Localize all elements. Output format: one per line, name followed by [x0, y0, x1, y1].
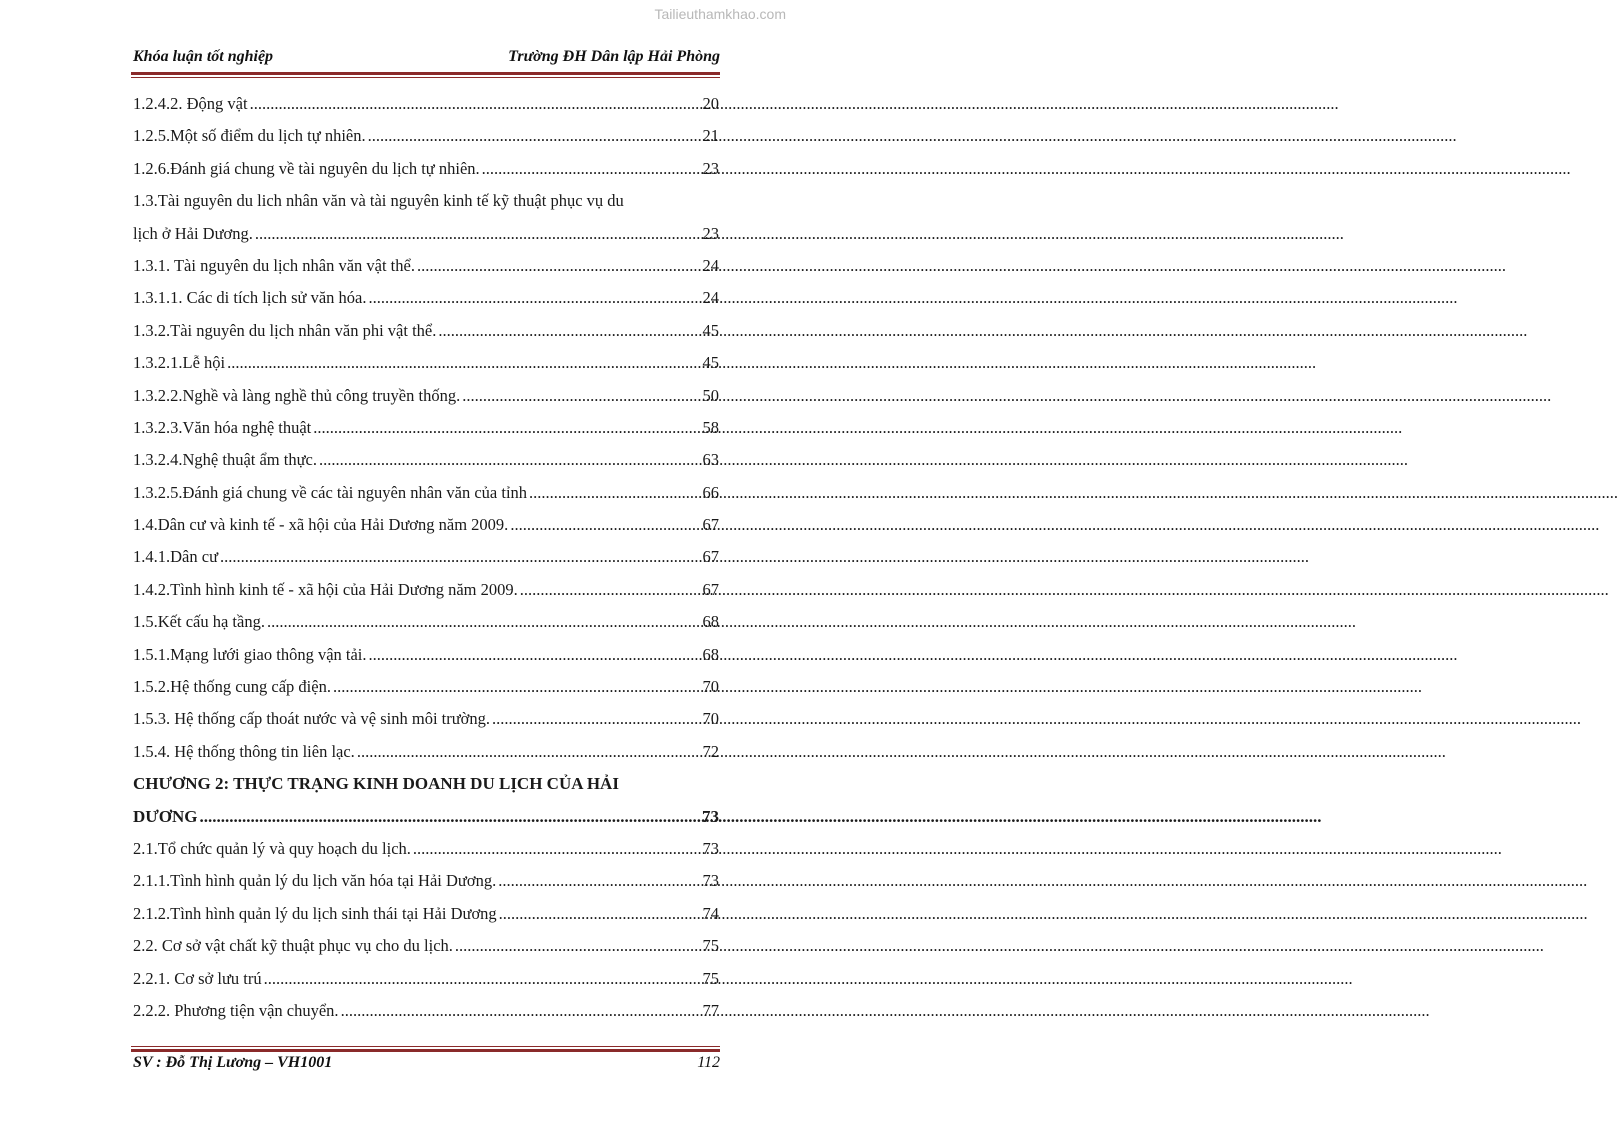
toc-dot-leader: [369, 639, 701, 671]
toc-dot-leader: [417, 250, 701, 282]
toc-entry-title: 1.3.1.1. Các di tích lịch sử văn hóa.: [133, 288, 367, 308]
toc-entry[interactable]: [133, 218, 719, 250]
toc-entry-page: 45: [702, 320, 719, 340]
toc-dot-leader: [227, 347, 700, 379]
toc-entry-title: 1.5.1.Mạng lưới giao thông vận tải.: [133, 644, 367, 664]
toc-entry-page: 63: [702, 450, 719, 470]
toc-entry[interactable]: [133, 703, 719, 735]
toc-entry-heading-line: CHƯƠNG 2: THỰC TRẠNG KINH DOANH DU LỊCH CỦA HẢI: [133, 774, 619, 794]
toc-entry-title: 1.5.2.Hệ thống cung cấp điện.: [133, 677, 331, 697]
toc-entry-page: 45: [702, 353, 719, 373]
toc-dot-leader: [341, 995, 701, 1027]
toc-entry-page: 67: [702, 515, 719, 535]
toc-entry-title: 2.1.2.Tình hình quản lý du lịch sinh thái tại Hải Dương: [133, 903, 497, 923]
toc-entry-title: 1.3.2.3.Văn hóa nghệ thuật: [133, 417, 312, 437]
toc-entry[interactable]: [133, 865, 719, 897]
toc-entry[interactable]: [133, 995, 719, 1027]
header-university: Trường ĐH Dân lập Hải Phòng: [508, 48, 720, 65]
table-of-contents: [133, 88, 719, 1027]
toc-dot-leader: [482, 153, 701, 185]
toc-entry-title: 1.5.3. Hệ thống cấp thoát nước và vệ sinh môi trường.: [133, 709, 491, 729]
toc-entry[interactable]: [133, 153, 719, 185]
toc-entry-title: 2.1.Tổ chức quản lý và quy hoạch du lịch.: [133, 838, 411, 858]
toc-entry-page: 74: [702, 903, 719, 923]
toc-dot-leader: [255, 218, 701, 250]
toc-entry-page: 23: [702, 223, 719, 243]
toc-entry-heading-line: 1.3.Tài nguyên du lich nhân văn và tài nguyên kinh tế kỹ thuật phục vụ du: [133, 191, 624, 211]
toc-entry-title: 1.3.2.1.Lễ hội: [133, 353, 226, 373]
toc-dot-leader: [529, 477, 700, 509]
toc-entry-page: 24: [702, 288, 719, 308]
toc-dot-leader: [357, 736, 701, 768]
toc-entry[interactable]: [133, 833, 719, 865]
toc-entry-title: 1.3.2.2.Nghề và làng nghề thủ công truyền thống.: [133, 385, 461, 405]
toc-entry[interactable]: [133, 477, 719, 509]
toc-entry[interactable]: [133, 282, 719, 314]
toc-entry[interactable]: [133, 509, 719, 541]
footer-rule: [131, 1046, 720, 1052]
toc-entry-page: 73: [702, 871, 719, 891]
toc-dot-leader: [319, 444, 701, 476]
toc-entry-title: 1.3.2.Tài nguyên du lịch nhân văn phi vật thể.: [133, 320, 437, 340]
toc-entry[interactable]: [133, 930, 719, 962]
toc-entry[interactable]: [133, 736, 719, 768]
toc-entry-title: 1.3.2.4.Nghệ thuật ẩm thực.: [133, 450, 317, 470]
toc-entry-page: 68: [702, 644, 719, 664]
toc-dot-leader: [368, 120, 701, 152]
toc-dot-leader: [492, 703, 700, 735]
toc-entry[interactable]: [133, 606, 719, 638]
toc-entry-page: 75: [702, 936, 719, 956]
toc-dot-leader: [462, 380, 700, 412]
toc-entry-page: 67: [702, 579, 719, 599]
toc-dot-leader: [499, 898, 701, 930]
toc-dot-leader: [313, 412, 700, 444]
toc-entry[interactable]: [133, 444, 719, 476]
toc-entry[interactable]: [133, 347, 719, 379]
toc-entry-title: 1.3.1. Tài nguyên du lịch nhân văn vật thể.: [133, 255, 415, 275]
toc-dot-leader: [220, 541, 700, 573]
toc-entry[interactable]: [133, 120, 719, 152]
toc-entry-page: 67: [702, 547, 719, 567]
toc-entry-page: 24: [702, 255, 719, 275]
toc-dot-leader: [510, 509, 700, 541]
toc-entry-page: 50: [702, 385, 719, 405]
header-rule: [131, 72, 720, 78]
toc-entry-title: 1.5.4. Hệ thống thông tin liên lạc.: [133, 741, 355, 761]
toc-dot-leader: [438, 315, 700, 347]
toc-entry-page: 73: [702, 806, 719, 826]
toc-entry-title: lịch ở Hải Dương.: [133, 223, 253, 243]
toc-entry-title: 2.1.1.Tình hình quản lý du lịch văn hóa tại Hải Dương.: [133, 871, 497, 891]
toc-entry-title: 1.3.2.5.Đánh giá chung về các tài nguyên nhân văn của tỉnh: [133, 482, 528, 502]
toc-dot-leader: [333, 671, 701, 703]
toc-entry-title: DƯƠNG: [133, 806, 198, 826]
toc-entry-title: 1.4.Dân cư và kinh tế - xã hội của Hải Dương năm 2009.: [133, 515, 509, 535]
toc-dot-leader: [267, 606, 701, 638]
toc-dot-leader: [520, 574, 701, 606]
toc-entry[interactable]: [133, 541, 719, 573]
toc-entry[interactable]: [133, 412, 719, 444]
page-header: [133, 48, 720, 66]
toc-entry-title: 2.2. Cơ sở vật chất kỹ thuật phục vụ cho du lịch.: [133, 936, 453, 956]
toc-entry-page: 72: [702, 741, 719, 761]
toc-entry-title: 1.2.6.Đánh giá chung về tài nguyên du lịch tự nhiên.: [133, 158, 480, 178]
toc-dot-leader: [250, 88, 701, 120]
toc-entry-page: 68: [702, 612, 719, 632]
toc-entry-page: 70: [702, 709, 719, 729]
toc-entry-title: 2.2.2. Phương tiện vận chuyển.: [133, 1000, 339, 1020]
toc-dot-leader: [498, 865, 700, 897]
toc-entry[interactable]: [133, 574, 719, 606]
toc-entry[interactable]: [133, 963, 719, 995]
toc-entry-page: 77: [702, 1000, 719, 1020]
toc-entry-title: 1.4.2.Tình hình kinh tế - xã hội của Hải Dương năm 2009.: [133, 579, 518, 599]
toc-entry[interactable]: [133, 639, 719, 671]
toc-dot-leader: [200, 801, 700, 833]
toc-entry[interactable]: [133, 315, 719, 347]
toc-entry-title: 1.5.Kết cấu hạ tầng.: [133, 612, 265, 632]
toc-entry[interactable]: [133, 671, 719, 703]
toc-entry-page: 66: [702, 482, 719, 502]
toc-dot-leader: [413, 833, 701, 865]
toc-entry-title: 1.4.1.Dân cư: [133, 547, 219, 567]
page-number: 112: [697, 1054, 720, 1071]
toc-entry-page: 75: [702, 968, 719, 988]
toc-entry-page: 58: [702, 417, 719, 437]
header-thesis-label: Khóa luận tốt nghiệp: [133, 48, 274, 65]
toc-entry[interactable]: [133, 88, 719, 120]
toc-entry-title: 2.2.1. Cơ sở lưu trú: [133, 968, 262, 988]
toc-entry-page: 73: [702, 838, 719, 858]
footer-student: SV : Đỗ Thị Lương – VH1001: [133, 1054, 333, 1071]
watermark: Tailieuthamkhao.com: [654, 6, 786, 22]
toc-dot-leader: [455, 930, 701, 962]
toc-dot-leader: [368, 282, 700, 314]
toc-entry-page: 70: [702, 677, 719, 697]
toc-entry-page: 23: [702, 158, 719, 178]
toc-entry[interactable]: [133, 250, 719, 282]
toc-entry[interactable]: [133, 380, 719, 412]
toc-entry[interactable]: [133, 898, 719, 930]
toc-entry-page: 21: [702, 126, 719, 146]
toc-entry-title: 1.2.5.Một số điểm du lịch tự nhiên.: [133, 126, 366, 146]
toc-entry[interactable]: [133, 801, 719, 833]
toc-entry-title: 1.2.4.2. Động vật: [133, 94, 248, 113]
page-footer: [133, 1054, 720, 1072]
toc-dot-leader: [264, 963, 701, 995]
toc-entry-page: 20: [702, 94, 719, 113]
